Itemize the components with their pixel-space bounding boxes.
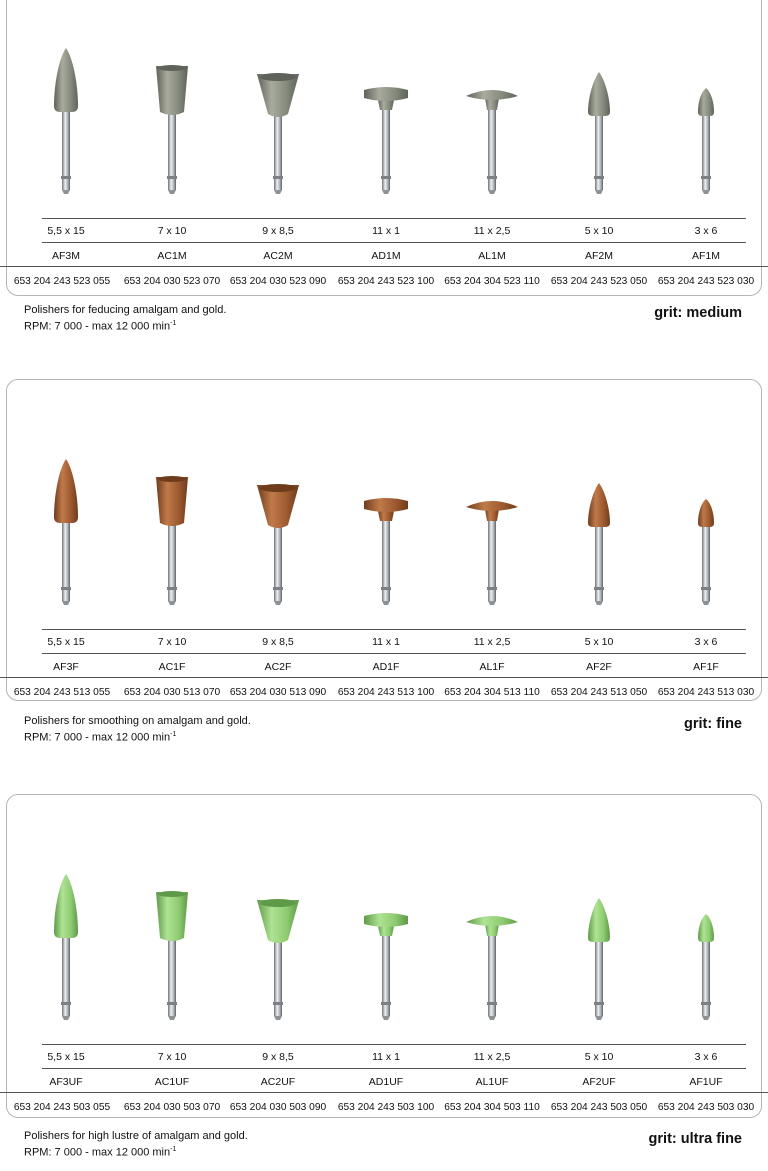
model-cell: AL1UF xyxy=(475,1076,509,1088)
model-cell: AF2M xyxy=(584,250,613,262)
size-row xyxy=(0,633,768,651)
model-row xyxy=(0,1073,768,1091)
model-cell: AF2UF xyxy=(582,1076,616,1088)
table-divider xyxy=(42,242,746,243)
model-cell: AC1M xyxy=(157,250,187,262)
size-cell: 5,5 x 15 xyxy=(47,225,85,237)
size-cell: 5,5 x 15 xyxy=(47,1051,85,1063)
code-cell: 653 204 304 523 110 xyxy=(444,276,540,287)
model-row xyxy=(0,658,768,676)
grit-label: grit: fine xyxy=(684,716,742,732)
polisher-disc-thick-image xyxy=(332,88,440,198)
section-description xyxy=(24,715,251,745)
polisher-disc-thick-image xyxy=(332,914,440,1024)
polisher-cup-straight-image xyxy=(118,477,226,609)
rpm-superscript: -1 xyxy=(170,731,177,738)
size-cell: 11 x 2,5 xyxy=(473,225,511,237)
model-cell: AD1M xyxy=(371,250,401,262)
model-cell: AF2F xyxy=(586,661,612,673)
model-cell: AC1UF xyxy=(154,1076,190,1088)
section-description xyxy=(24,1130,248,1160)
size-cell: 5,5 x 15 xyxy=(47,636,85,648)
model-cell: AF1UF xyxy=(689,1076,723,1088)
model-cell: AL1F xyxy=(479,661,505,673)
polisher-cup-flared-image xyxy=(224,900,332,1024)
grit-label: grit: ultra fine xyxy=(648,1131,742,1147)
size-row xyxy=(0,222,768,240)
polisher-flame-small-image xyxy=(652,88,760,198)
model-cell: AF3M xyxy=(51,250,80,262)
description-text: Polishers for feducing amalgam and gold. xyxy=(24,304,227,316)
table-divider xyxy=(0,1092,768,1093)
code-cell: 653 204 243 513 100 xyxy=(337,687,435,698)
model-cell: AC1F xyxy=(158,661,186,673)
size-cell: 9 x 8,5 xyxy=(262,1051,294,1063)
polisher-flame-short-image xyxy=(545,483,653,609)
code-row xyxy=(0,684,768,702)
code-cell: 653 204 243 513 030 xyxy=(657,687,755,698)
model-cell: AF1F xyxy=(693,661,719,673)
polisher-flame-short-image xyxy=(545,898,653,1024)
model-row xyxy=(0,247,768,265)
size-cell: 5 x 10 xyxy=(584,1051,614,1063)
polisher-flame-small-image xyxy=(652,914,760,1024)
polisher-disc-lens-image xyxy=(438,90,546,198)
code-cell: 653 204 243 503 030 xyxy=(657,1102,755,1113)
rpm-text xyxy=(24,1143,248,1160)
model-cell: AD1UF xyxy=(368,1076,404,1088)
code-cell: 653 204 304 503 110 xyxy=(444,1102,540,1113)
code-cell: 653 204 030 503 070 xyxy=(123,1102,221,1113)
size-cell: 7 x 10 xyxy=(157,1051,187,1063)
table-divider xyxy=(42,1068,746,1069)
table-divider xyxy=(0,266,768,267)
table-divider xyxy=(42,629,746,630)
table-divider xyxy=(0,677,768,678)
size-cell: 9 x 8,5 xyxy=(262,636,294,648)
code-cell: 653 204 243 523 055 xyxy=(13,276,111,287)
code-cell: 653 204 243 523 050 xyxy=(550,276,648,287)
polisher-cup-flared-image xyxy=(224,74,332,198)
size-cell: 11 x 2,5 xyxy=(473,636,511,648)
code-cell: 653 204 030 523 070 xyxy=(123,276,221,287)
size-cell: 7 x 10 xyxy=(157,636,187,648)
polisher-disc-thick-image xyxy=(332,499,440,609)
code-row xyxy=(0,273,768,291)
polisher-flame-long-image xyxy=(12,48,120,198)
size-cell: 3 x 6 xyxy=(694,225,718,237)
polisher-flame-short-image xyxy=(545,72,653,198)
size-cell: 11 x 1 xyxy=(372,636,400,648)
model-cell: AC2F xyxy=(264,661,292,673)
size-cell: 3 x 6 xyxy=(694,636,718,648)
description-text: Polishers for high lustre of amalgam and gold. xyxy=(24,1130,248,1142)
polisher-flame-small-image xyxy=(652,499,760,609)
model-cell: AF3F xyxy=(53,661,79,673)
code-cell: 653 204 243 503 055 xyxy=(13,1102,111,1113)
model-cell: AC2UF xyxy=(260,1076,296,1088)
code-cell: 653 204 030 513 090 xyxy=(229,687,327,698)
polisher-cup-flared-image xyxy=(224,485,332,609)
table-divider xyxy=(42,218,746,219)
size-cell: 5 x 10 xyxy=(584,225,614,237)
section-description xyxy=(24,304,226,334)
polisher-cup-straight-image xyxy=(118,892,226,1024)
size-cell: 11 x 2,5 xyxy=(473,1051,511,1063)
size-cell: 5 x 10 xyxy=(584,636,614,648)
code-row xyxy=(0,1099,768,1117)
rpm-prefix: RPM: 7 000 - max 12 000 min xyxy=(24,1146,171,1159)
model-cell: AL1M xyxy=(478,250,506,262)
size-cell: 7 x 10 xyxy=(157,225,187,237)
rpm-prefix: RPM: 7 000 - max 12 000 min xyxy=(24,320,171,333)
rpm-text xyxy=(24,728,251,745)
size-cell: 9 x 8,5 xyxy=(262,225,294,237)
code-cell: 653 204 030 523 090 xyxy=(229,276,327,287)
model-cell: AC2M xyxy=(263,250,293,262)
rpm-prefix: RPM: 7 000 - max 12 000 min xyxy=(24,731,171,744)
size-cell: 3 x 6 xyxy=(694,1051,718,1063)
polisher-disc-lens-image xyxy=(438,916,546,1024)
code-cell: 653 204 304 513 110 xyxy=(444,687,540,698)
code-cell: 653 204 030 513 070 xyxy=(123,687,221,698)
code-cell: 653 204 243 523 030 xyxy=(657,276,755,287)
rpm-superscript: -1 xyxy=(170,1146,177,1153)
code-cell: 653 204 243 523 100 xyxy=(337,276,435,287)
size-row xyxy=(0,1048,768,1066)
model-cell: AF1M xyxy=(691,250,720,262)
polisher-disc-lens-image xyxy=(438,501,546,609)
model-cell: AD1F xyxy=(372,661,400,673)
table-divider xyxy=(42,1044,746,1045)
table-divider xyxy=(42,653,746,654)
code-cell: 653 204 243 503 050 xyxy=(550,1102,648,1113)
rpm-superscript: -1 xyxy=(170,320,177,327)
polisher-cup-straight-image xyxy=(118,66,226,198)
model-cell: AF3UF xyxy=(49,1076,83,1088)
polisher-flame-long-image xyxy=(12,459,120,609)
rpm-text xyxy=(24,317,226,334)
code-cell: 653 204 030 503 090 xyxy=(229,1102,327,1113)
code-cell: 653 204 243 503 100 xyxy=(337,1102,435,1113)
grit-label: grit: medium xyxy=(654,305,742,321)
size-cell: 11 x 1 xyxy=(372,225,400,237)
polisher-flame-long-image xyxy=(12,874,120,1024)
description-text: Polishers for smoothing on amalgam and gold. xyxy=(24,715,251,727)
code-cell: 653 204 243 513 055 xyxy=(13,687,111,698)
code-cell: 653 204 243 513 050 xyxy=(550,687,648,698)
size-cell: 11 x 1 xyxy=(372,1051,400,1063)
